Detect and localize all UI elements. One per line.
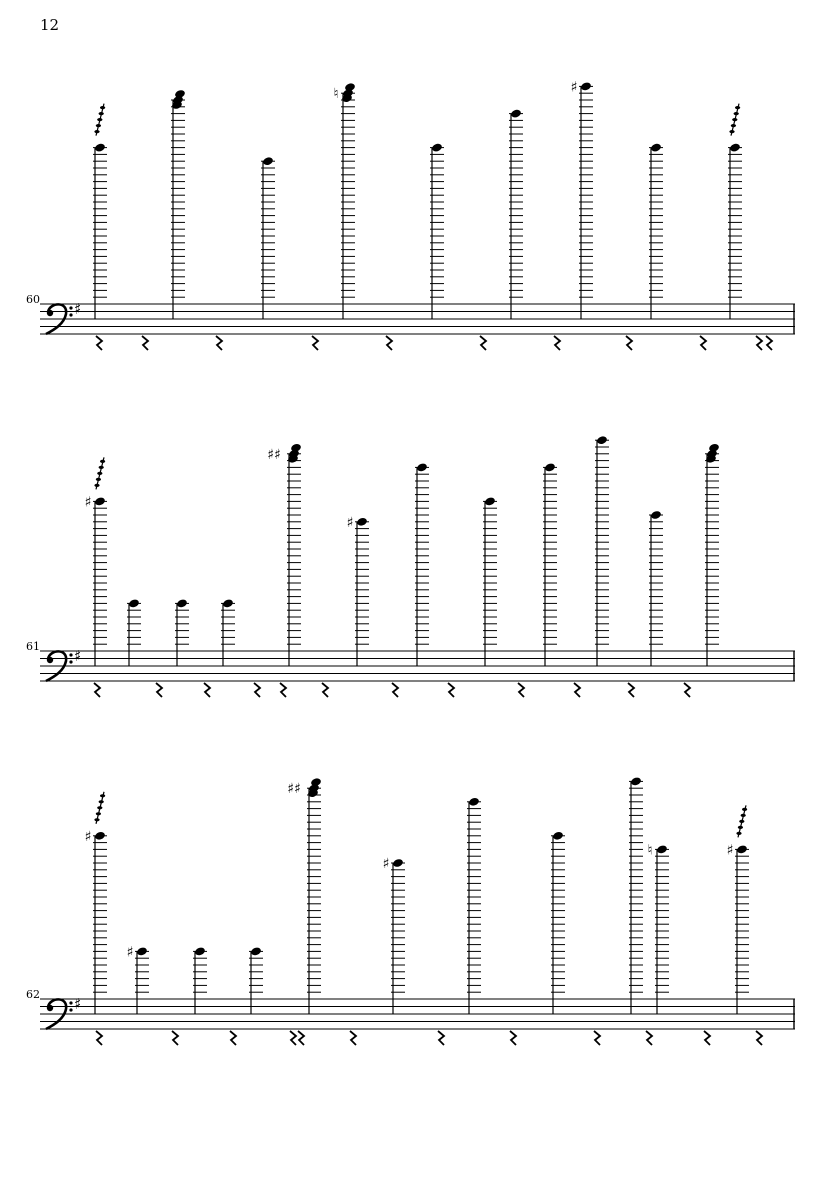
note xyxy=(509,109,523,319)
note-head xyxy=(128,598,140,608)
note xyxy=(543,462,557,666)
note-head xyxy=(656,844,668,854)
note xyxy=(85,792,107,1014)
note xyxy=(85,457,107,666)
tremolo-stroke-icon xyxy=(729,104,740,136)
note xyxy=(347,515,369,666)
note xyxy=(595,435,609,666)
note-head xyxy=(136,946,148,956)
note-head xyxy=(176,598,188,608)
rest-icon xyxy=(684,683,690,697)
note xyxy=(415,462,429,666)
rest-icon xyxy=(96,336,102,350)
sharp-accidental-icon: ♯ xyxy=(84,828,92,845)
rest-icon xyxy=(280,683,286,697)
rest-icon xyxy=(392,683,398,697)
note xyxy=(171,89,186,319)
note-head xyxy=(552,831,564,841)
note-head xyxy=(222,598,234,608)
key-signature-sharp-icon: ♯ xyxy=(74,300,82,318)
note-head xyxy=(94,496,106,506)
rest-icon xyxy=(756,336,762,350)
key-signature-sharp-icon: ♯ xyxy=(74,995,82,1013)
rest-icon xyxy=(216,336,222,350)
note xyxy=(127,944,149,1014)
sharp-accidental-icon: ♯ xyxy=(346,514,354,531)
rest-icon xyxy=(438,1031,444,1045)
rest-icon xyxy=(94,683,100,697)
sharp-accidental-icon: ♯ xyxy=(126,944,134,961)
rest-icon xyxy=(554,336,560,350)
rest-icon xyxy=(510,1031,516,1045)
staff-system-62 xyxy=(40,776,795,1045)
rest-icon xyxy=(756,1031,762,1045)
rest-icon xyxy=(96,1031,102,1045)
note xyxy=(193,946,207,1014)
rest-icon xyxy=(628,683,634,697)
sharp-accidental-icon: ♯ xyxy=(726,842,734,859)
rest-icon xyxy=(700,336,706,350)
tremolo-stroke-icon xyxy=(94,792,105,824)
sharp-sharp-accidental-icon: ♯♯ xyxy=(267,446,281,463)
note-head xyxy=(468,797,480,807)
note xyxy=(249,946,263,1014)
note xyxy=(647,842,669,1014)
note xyxy=(333,82,355,319)
rest-icon xyxy=(142,336,148,350)
note-head xyxy=(630,776,642,786)
measure-number-61: 61 xyxy=(26,640,40,653)
rest-icon xyxy=(322,683,328,697)
note xyxy=(467,797,481,1014)
note xyxy=(483,496,497,666)
rest-icon xyxy=(386,336,392,350)
note xyxy=(267,443,302,666)
rest-icon xyxy=(156,683,162,697)
note-head xyxy=(262,156,274,166)
measure-number-62: 62 xyxy=(26,988,40,1001)
note xyxy=(571,79,593,319)
rest-icon xyxy=(230,1031,236,1045)
note-head xyxy=(736,844,748,854)
note-head xyxy=(729,143,741,153)
note-head xyxy=(356,517,368,527)
note xyxy=(649,510,663,666)
note xyxy=(287,777,322,1014)
note-head xyxy=(94,143,106,153)
rest-icon xyxy=(254,683,260,697)
note xyxy=(728,104,742,319)
rest-icon xyxy=(312,336,318,350)
rest-icon xyxy=(626,336,632,350)
rest-icon xyxy=(290,1031,296,1045)
note xyxy=(261,156,275,319)
note-head xyxy=(544,462,556,472)
note xyxy=(221,598,235,666)
note xyxy=(175,598,189,666)
note-head xyxy=(194,946,206,956)
note-head xyxy=(650,510,662,520)
note-head xyxy=(392,858,404,868)
note xyxy=(727,805,749,1014)
note-head xyxy=(596,435,608,445)
staff-system-61 xyxy=(40,435,795,697)
rest-icon xyxy=(350,1031,356,1045)
note xyxy=(705,443,720,666)
note xyxy=(629,776,643,1014)
rest-icon xyxy=(594,1031,600,1045)
rest-icon xyxy=(518,683,524,697)
rest-icon xyxy=(448,683,454,697)
sharp-sharp-accidental-icon: ♯♯ xyxy=(287,781,301,798)
rest-icon xyxy=(646,1031,652,1045)
note xyxy=(551,831,565,1014)
note xyxy=(93,104,107,319)
rest-icon xyxy=(766,336,772,350)
note-head xyxy=(510,109,522,119)
note xyxy=(127,598,141,666)
rest-icon xyxy=(574,683,580,697)
note xyxy=(649,143,663,319)
rest-icon xyxy=(480,336,486,350)
sharp-accidental-icon: ♯ xyxy=(570,79,578,96)
natural-accidental-icon: ♮ xyxy=(333,86,339,103)
rest-icon xyxy=(204,683,210,697)
rest-icon xyxy=(172,1031,178,1045)
note xyxy=(430,143,444,319)
note-head xyxy=(94,831,106,841)
tremolo-stroke-icon xyxy=(94,457,105,489)
note-head xyxy=(431,143,443,153)
note xyxy=(383,856,405,1014)
measure-number-60: 60 xyxy=(26,293,40,306)
sharp-accidental-icon: ♯ xyxy=(382,856,390,872)
note-head xyxy=(250,946,262,956)
natural-accidental-icon: ♮ xyxy=(647,842,653,859)
sharp-accidental-icon: ♯ xyxy=(84,494,92,511)
key-signature-sharp-icon: ♯ xyxy=(74,647,82,665)
page-number: 12 xyxy=(40,16,60,34)
note-head xyxy=(416,462,428,472)
note-head xyxy=(650,143,662,153)
staff-system-60 xyxy=(40,79,795,350)
note-head xyxy=(484,496,496,506)
note-head xyxy=(580,81,592,91)
tremolo-stroke-icon xyxy=(736,805,747,837)
rest-icon xyxy=(298,1031,304,1045)
tremolo-stroke-icon xyxy=(94,104,105,136)
rest-icon xyxy=(704,1031,710,1045)
